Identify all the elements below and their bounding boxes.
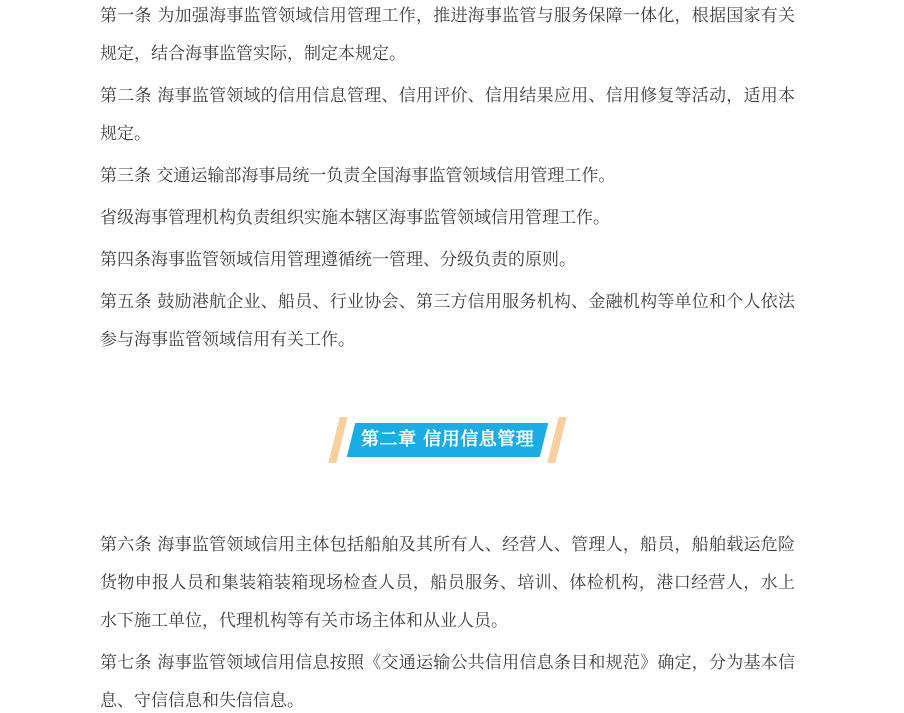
article-paragraph-4: 省级海事管理机构负责组织实施本辖区海事监管领域信用管理工作。: [100, 208, 610, 228]
chapter-heading-banner: [347, 423, 549, 457]
article-body: [100, 0, 795, 713]
article-paragraph-1: 第一条 为加强海事监管领域信用管理工作，推进海事监管与服务保障一体化，根据国家有关规定，结合海事监管实际，制定本规定。: [100, 6, 795, 64]
article-paragraph-3: 第三条 交通运输部海事局统一负责全国海事监管领域信用管理工作。: [100, 166, 616, 186]
article-paragraph-6: 第五条 鼓励港航企业、船员、行业协会、第三方信用服务机构、金融机构等单位和个人依法参与海事监管领域信用有关工作。: [100, 292, 795, 350]
chapter-heading: [100, 417, 795, 463]
chapter-heading-title: 第二章 信用信息管理: [360, 429, 535, 450]
article-paragraph-5: 第四条海事监管领域信用管理遵循统一管理、分级负责的原则。: [100, 250, 576, 270]
chapter-left-stripe: [328, 417, 347, 463]
article-paragraph-7: 第六条 海事监管领域信用主体包括船舶及其所有人、经营人、管理人，船员，船舶载运危险货物申报人员和集装箱装箱现场检查人员，船员服务、培训、体检机构，港口经营人，水上水下施工单位，代理机构等有关市场主体和从业人员。: [100, 535, 795, 631]
article-paragraph-8: 第七条 海事监管领域信用信息按照《交通运输公共信用信息条目和规范》确定，分为基本信息、守信信息和失信信息。: [100, 653, 795, 711]
chapter-right-stripe: [547, 417, 566, 463]
article-paragraph-2: 第二条 海事监管领域的信用信息管理、信用评价、信用结果应用、信用修复等活动，适用本规定。: [100, 86, 795, 144]
